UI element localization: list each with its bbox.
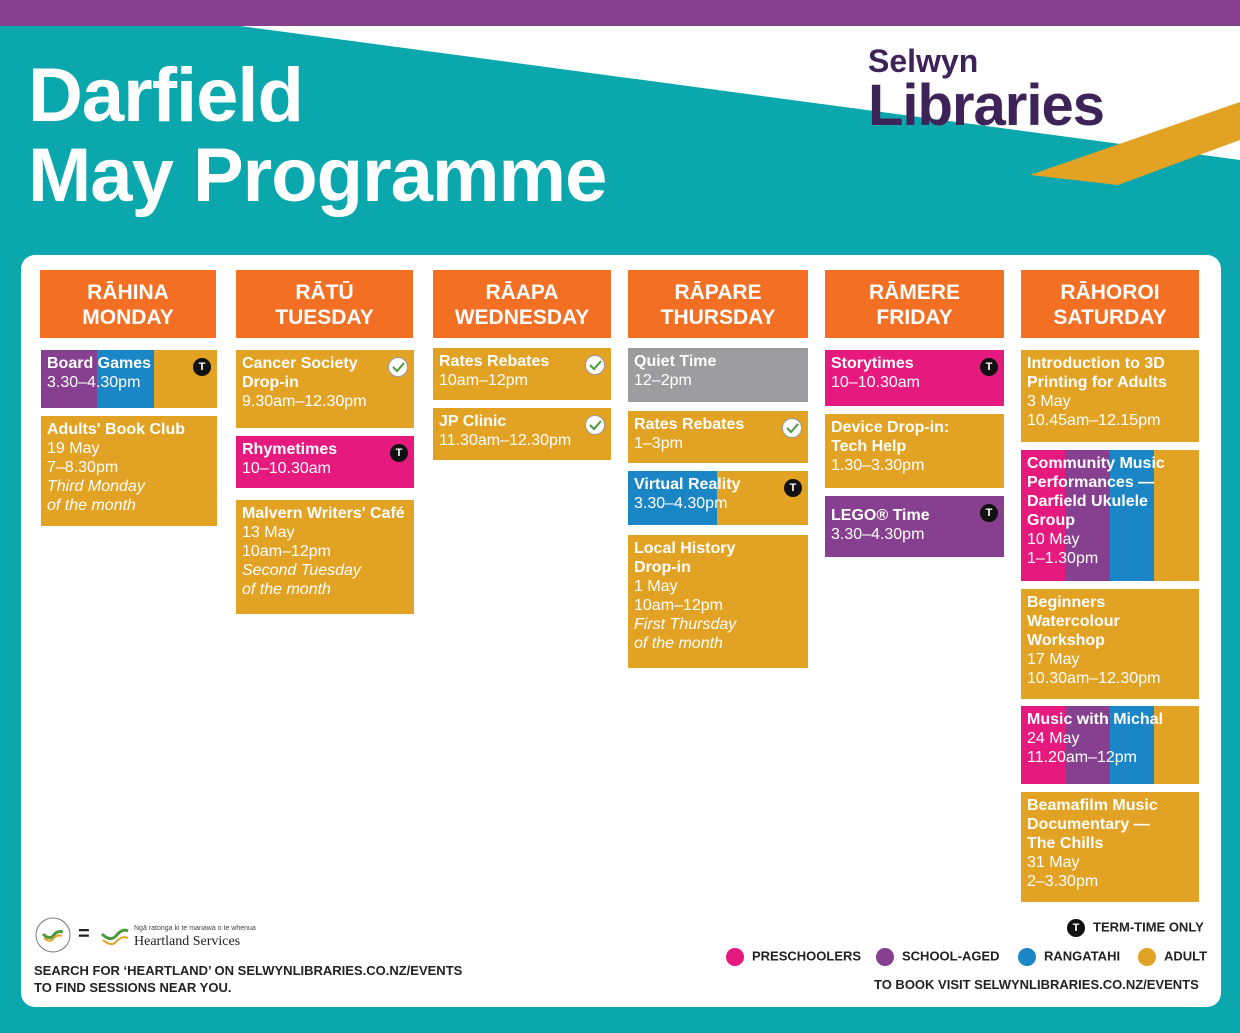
event-rhymetimes[interactable] (236, 436, 414, 488)
event-time: 7–8.30pm (47, 459, 119, 476)
heartland-name: Heartland Services (134, 934, 241, 949)
booking-note[interactable]: TO BOOK VISIT SELWYNLIBRARIES.CO.NZ/EVENTS (874, 977, 1199, 992)
event-time: 3.30–4.30pm (831, 526, 925, 543)
event-note: Third Monday (47, 478, 145, 495)
event-title: Music with Michal (1027, 711, 1164, 728)
legend-label: RANGATAHI (1044, 948, 1121, 964)
term-time-icon: T (980, 504, 998, 522)
event-title: Drop-in (634, 559, 691, 576)
event-title: JP Clinic (439, 413, 507, 430)
event-time: 1–1.30pm (1027, 550, 1099, 567)
event-title: Storytimes (831, 355, 914, 372)
event-device-drop-in[interactable] (825, 414, 1004, 488)
event-note: of the month (47, 497, 136, 514)
event-storytimes[interactable] (825, 350, 1004, 406)
event-3d-printing[interactable] (1021, 350, 1199, 442)
orange-dot-icon (1138, 948, 1156, 966)
event-rates-rebates-thu[interactable] (628, 411, 808, 463)
search-note-line-1: SEARCH FOR ‘HEARTLAND’ ON SELWYNLIBRARIES.CO.NZ/EVENTS (34, 963, 463, 978)
event-time: 2–3.30pm (1027, 873, 1099, 890)
event-date: 10 May (1027, 531, 1080, 548)
event-time: 10–10.30am (242, 460, 331, 477)
term-time-icon: T (390, 444, 408, 462)
event-date: 17 May (1027, 651, 1080, 668)
event-time: 11.30am–12.30pm (439, 432, 572, 449)
event-time: 9.30am–12.30pm (242, 393, 367, 410)
heartland-badge-icon (34, 916, 72, 954)
event-time: 3.30–4.30pm (47, 374, 141, 391)
day-column-thursday (628, 270, 808, 338)
event-title: Virtual Reality (634, 476, 741, 493)
event-title: The Chills (1027, 835, 1104, 852)
event-title: Group (1027, 512, 1075, 529)
event-adults-book-club[interactable] (41, 416, 217, 526)
heartland-search-note (34, 962, 462, 996)
day-maori: RĀMERE (868, 281, 960, 304)
day-column-tuesday (236, 270, 413, 338)
event-title: Darfield Ukulele (1027, 493, 1148, 510)
day-maori: RĀHOROI (1060, 281, 1160, 304)
event-time: 3.30–4.30pm (634, 495, 728, 512)
legend-preschoolers (726, 948, 861, 966)
term-time-icon: T (980, 358, 998, 376)
equals-sign: = (78, 923, 90, 945)
event-date: 19 May (47, 440, 100, 457)
event-title: Board Games (47, 355, 152, 372)
legend-school-aged (876, 948, 1000, 966)
day-maori: RĀTŪ (295, 281, 354, 304)
page-title (28, 53, 607, 218)
day-english: WEDNESDAY (454, 306, 590, 329)
event-title: LEGO® Time (831, 507, 930, 524)
day-maori: RĀHINA (87, 281, 169, 304)
event-title: Documentary — (1027, 816, 1150, 833)
event-title: Device Drop-in: (831, 419, 950, 436)
event-title: Adults' Book Club (47, 421, 186, 438)
legend-adult (1138, 948, 1207, 966)
event-time: 11.20am–12pm (1027, 749, 1137, 766)
term-time-icon: T (1067, 919, 1085, 937)
event-title: Rates Rebates (634, 416, 745, 433)
day-header-tuesday (236, 270, 413, 338)
blue-dot-icon (1018, 948, 1036, 966)
selwyn-libraries-logo[interactable] (868, 43, 1104, 138)
day-maori: RĀAPA (485, 281, 559, 304)
event-board-games[interactable] (41, 350, 217, 408)
day-column-monday (40, 270, 216, 338)
event-date: 13 May (242, 524, 295, 541)
heartland-icon (782, 418, 802, 438)
day-header-friday (825, 270, 1004, 338)
event-time: 1.30–3.30pm (831, 457, 925, 474)
event-title: Drop-in (242, 374, 299, 391)
event-watercolour-workshop[interactable] (1021, 589, 1199, 699)
day-header-wednesday (433, 270, 611, 338)
event-time: 10.30am–12.30pm (1027, 670, 1161, 687)
legend-rangatahi (1018, 948, 1120, 966)
day-column-saturday (1021, 270, 1199, 338)
legend-term-time (1067, 919, 1204, 937)
event-title: Introduction to 3D (1027, 355, 1165, 372)
event-title: Printing for Adults (1027, 374, 1167, 391)
pink-dot-icon (726, 948, 744, 966)
event-title: Beamafilm Music (1027, 797, 1158, 814)
event-time: 12–2pm (634, 372, 692, 389)
heartland-mark-icon (100, 922, 130, 950)
legend-label: TERM-TIME ONLY (1093, 919, 1204, 935)
event-title: Watercolour (1027, 613, 1120, 630)
event-title: Quiet Time (634, 353, 717, 370)
event-date: 1 May (634, 578, 678, 595)
legend-label: SCHOOL-AGED (902, 948, 1000, 964)
day-header-thursday (628, 270, 808, 338)
event-malvern-writers-cafe[interactable] (236, 500, 414, 614)
legend-label: PRESCHOOLERS (752, 948, 862, 964)
heartland-icon (585, 355, 605, 375)
logo-line-2: Libraries (868, 73, 1104, 138)
event-title: Performances — (1027, 474, 1155, 491)
title-line-1: Darfield (28, 53, 303, 138)
event-title: Community Music (1027, 455, 1165, 472)
day-english: SATURDAY (1053, 306, 1167, 329)
day-header-monday (40, 270, 216, 338)
day-english: MONDAY (82, 306, 174, 329)
event-time: 1–3pm (634, 435, 683, 452)
event-time: 10–10.30am (831, 374, 920, 391)
day-column-wednesday (433, 270, 611, 338)
event-title: Tech Help (831, 438, 907, 455)
event-title: Rates Rebates (439, 353, 550, 370)
logo-line-1: Selwyn (868, 43, 979, 79)
event-time: 10am–12pm (439, 372, 528, 389)
event-music-with-michal[interactable] (1021, 706, 1199, 784)
heartland-tagline: Ngā ratonga ki te manawa o te whenua (134, 925, 256, 932)
event-time: 10am–12pm (242, 543, 331, 560)
event-community-music[interactable] (1021, 450, 1199, 581)
event-quiet-time[interactable] (628, 348, 808, 402)
title-line-2: May Programme (28, 133, 607, 218)
event-title: Local History (634, 540, 736, 557)
event-note: First Thursday (634, 616, 737, 633)
event-date: 31 May (1027, 854, 1080, 871)
event-title: Workshop (1027, 632, 1105, 649)
event-virtual-reality[interactable] (628, 471, 808, 525)
term-time-icon: T (784, 479, 802, 497)
day-column-friday (825, 270, 1004, 338)
search-note-line-2: TO FIND SESSIONS NEAR YOU. (34, 980, 232, 995)
event-title: Cancer Society (242, 355, 358, 372)
event-title: Rhymetimes (242, 441, 338, 458)
legend-label: ADULT (1164, 948, 1208, 964)
event-note: Second Tuesday (242, 562, 361, 579)
event-jp-clinic[interactable] (433, 408, 611, 460)
event-cancer-society[interactable] (236, 350, 414, 428)
event-title: Beginners (1027, 594, 1106, 611)
heartland-icon (585, 415, 605, 435)
event-date: 24 May (1027, 730, 1080, 747)
event-lego-time[interactable] (825, 496, 1004, 557)
event-local-history[interactable] (628, 535, 808, 668)
event-note: of the month (634, 635, 723, 652)
event-note: of the month (242, 581, 331, 598)
day-english: TUESDAY (275, 306, 374, 329)
event-time: 10am–12pm (634, 597, 723, 614)
day-english: THURSDAY (660, 306, 776, 329)
heartland-icon (388, 357, 408, 377)
event-time: 10.45am–12.15pm (1027, 412, 1161, 429)
term-time-icon: T (193, 358, 211, 376)
purple-dot-icon (876, 948, 894, 966)
event-rates-rebates-wed[interactable] (433, 348, 611, 400)
day-maori: RĀPARE (674, 281, 762, 304)
event-date: 3 May (1027, 393, 1071, 410)
day-english: FRIDAY (876, 306, 953, 329)
event-beamafilm[interactable] (1021, 792, 1199, 902)
event-title: Malvern Writers' Café (242, 505, 405, 522)
day-header-saturday (1021, 270, 1199, 338)
